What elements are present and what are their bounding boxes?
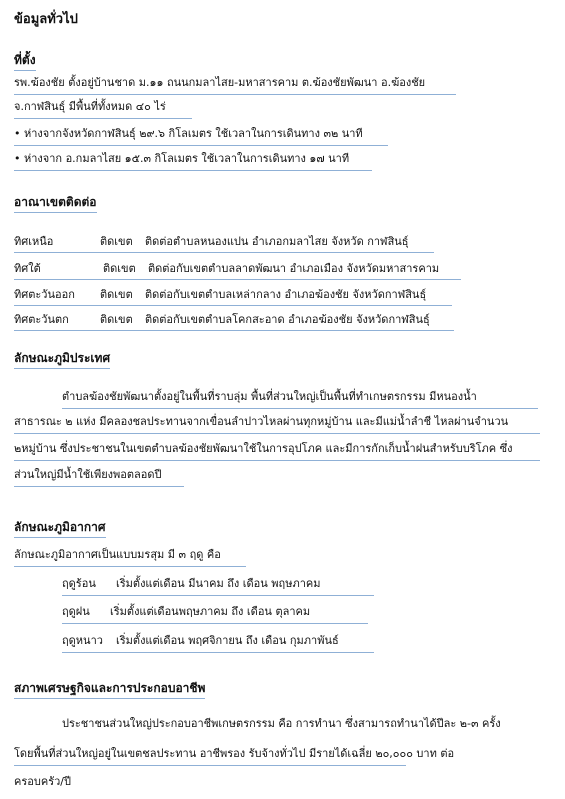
economy-line-2: โดยพื้นที่ส่วนใหญ่อยู่ในเขตชลประทาน อาชีพรอง รับจ้างทั่วไป มีรายได้เฉลี่ย ๒๐,๐๐๐ บาท ต่อ — [14, 747, 455, 760]
economy-line-1: ประชาชนส่วนใหญ่ประกอบอาชีพเกษตรกรรม คือ การทำนา ซึ่งสามารถทำนาได้ปีละ ๒-๓ ครั้ง — [62, 717, 501, 730]
underline — [14, 94, 456, 95]
geography-line-3: ๒หมู่บ้าน ซึ่งประชาชนในเขตตำบลฆ้องชัยพัฒนาใช้ในการอุปโภค และมีการกักเก็บน้ำฝนสำหรับบริโภค ซึ่ง — [14, 442, 513, 455]
underline — [14, 252, 434, 253]
underline — [14, 279, 461, 280]
underline — [14, 486, 184, 487]
underline — [14, 765, 406, 766]
boundary-detail: ติดต่อตำบลหนองแปน อำเภอกมลาไสย จังหวัด กาฬสินธุ์ — [145, 235, 409, 248]
economy-line-3: ครอบครัว/ปี — [14, 775, 71, 788]
boundary-label: ติดเขต — [100, 235, 133, 248]
climate-intro: ลักษณะภูมิอากาศเป็นแบบมรสุม มี ๓ ฤดู คือ — [14, 548, 221, 561]
boundary-label: ติดเขต — [103, 262, 136, 275]
underline — [62, 652, 374, 653]
boundaries-heading: อาณาเขตติดต่อ — [14, 194, 97, 213]
boundary-direction: ทิศใต้ — [14, 262, 41, 275]
climate-heading: ลักษณะภูมิอากาศ — [14, 519, 106, 538]
boundary-direction: ทิศตะวันตก — [14, 313, 69, 326]
boundary-label: ติดเขต — [100, 313, 133, 326]
underline — [62, 408, 538, 409]
underline — [62, 595, 374, 596]
boundary-direction: ทิศเหนือ — [14, 235, 54, 248]
boundary-detail: ติดต่อกับเขตตำบลลาดพัฒนา อำเภอเมือง จังหวัดมหาสารคาม — [148, 262, 440, 275]
location-heading: ที่ตั้ง — [14, 52, 36, 71]
underline — [14, 330, 454, 331]
document-title: ข้อมูลทั่วไป — [14, 12, 78, 27]
boundary-detail: ติดต่อกับเขตตำบลโคกสะอาด อำเภอฆ้องชัย จังหวัดกาฬสินธุ์ — [145, 313, 430, 326]
underline — [14, 566, 246, 567]
boundary-detail: ติดต่อกับเขตตำบลเหล่ากลาง อำเภอฆ้องชัย จังหวัดกาฬสินธุ์ — [145, 288, 427, 301]
geography-heading: ลักษณะภูมิประเทศ — [14, 350, 110, 369]
underline — [14, 118, 192, 119]
season-name: ฤดูหนาว — [62, 634, 103, 647]
location-bullet-1: • ห่างจากจังหวัดกาฬสินธุ์ ๒๙.๖ กิโลเมตร ใช้เวลาในการเดินทาง ๓๒ นาที — [14, 127, 363, 140]
geography-line-1: ตำบลฆ้องชัยพัฒนาตั้งอยู่ในพื้นที่ราบลุ่ม พื้นที่ส่วนใหญ่เป็นพื้นที่ทำเกษตรกรรม มีหนองน้ำ — [62, 390, 477, 403]
boundary-label: ติดเขต — [100, 288, 133, 301]
location-bullet-2: • ห่างจาก อ.กมลาไสย ๑๕.๓ กิโลเมตร ใช้เวลาในการเดินทาง ๑๗ นาที — [14, 152, 350, 165]
location-line-1: รพ.ฆ้องชัย ตั้งอยู่บ้านชาด ม.๑๑ ถนนกมลาไสย-มหาสารคาม ต.ฆ้องชัยพัฒนา อ.ฆ้องชัย — [14, 76, 426, 89]
underline — [14, 170, 372, 171]
season-range: เริ่มตั้งแต่เดือน มีนาคม ถึง เดือน พฤษภาคม — [116, 577, 321, 590]
underline — [14, 305, 452, 306]
boundary-direction: ทิศตะวันออก — [14, 288, 75, 301]
economy-heading: สภาพเศรษฐกิจและการประกอบอาชีพ — [14, 680, 205, 699]
season-name: ฤดูฝน — [62, 605, 90, 618]
underline — [14, 145, 388, 146]
underline — [14, 460, 540, 461]
season-range: เริ่มตั้งแต่เดือนพฤษภาคม ถึง เดือน ตุลาคม — [110, 605, 311, 618]
geography-line-2: สาธารณะ ๒ แห่ง มีคลองชลประทานจากเขื่อนลำปาวไหลผ่านทุกหมู่บ้าน และมีแม่น้ำลำชี ไหลผ่านจำนวน — [14, 415, 509, 428]
season-range: เริ่มตั้งแต่เดือน พฤศจิกายน ถึง เดือน กุมภาพันธ์ — [116, 634, 339, 647]
geography-line-4: ส่วนใหญ่มีน้ำใช้เพียงพอตลอดปี — [14, 468, 162, 481]
season-name: ฤดูร้อน — [62, 577, 96, 590]
location-line-2: จ.กาฬสินธุ์ มีพื้นที่ทั้งหมด ๔๐ ไร่ — [14, 100, 166, 113]
underline — [62, 623, 368, 624]
underline — [14, 433, 540, 434]
